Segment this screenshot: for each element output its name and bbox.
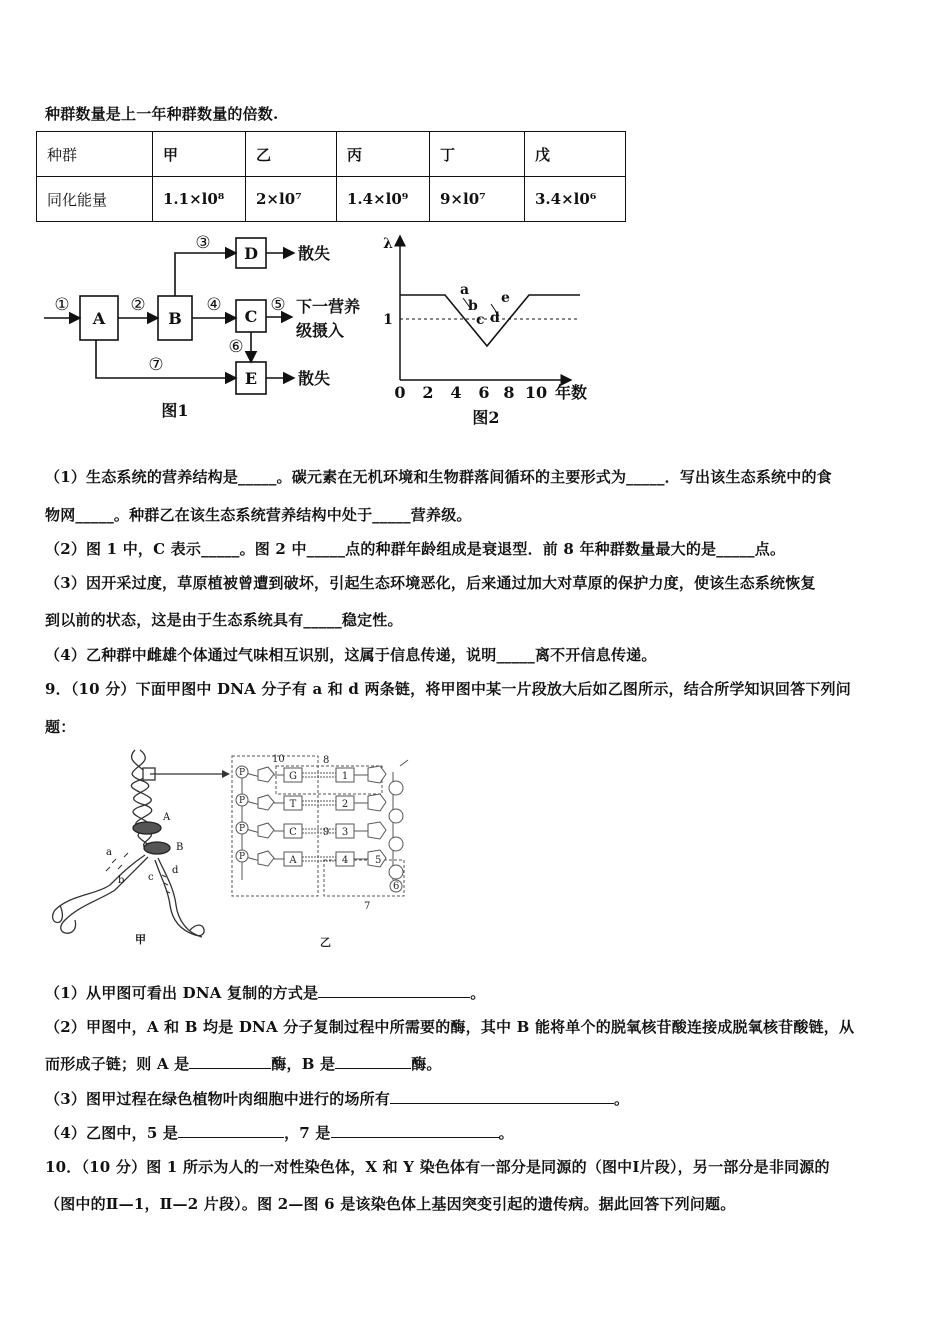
yi-number-label: 5 [375, 855, 382, 866]
figure-2-lambda-chart [375, 230, 605, 435]
jia-label-a: a [106, 847, 112, 858]
y-tick-1: 1 [383, 312, 393, 328]
table-cell: 1.4×l0⁹ [337, 177, 430, 222]
jia-label-A: A [163, 812, 171, 823]
table-cell: 2×l0⁷ [246, 177, 337, 222]
q9-part1-end: 。 [470, 984, 486, 1002]
table-cell: 丁 [430, 132, 525, 177]
figure-yi-caption: 乙 [320, 936, 331, 949]
box-e-label: E [244, 369, 258, 388]
arrow-3-label: ③ [195, 233, 211, 253]
table-cell: 9×l0⁷ [430, 177, 525, 222]
q9-part2-line2 [45, 1053, 442, 1074]
q9-part4-end: 。 [498, 1124, 514, 1142]
x-tick: 10 [524, 383, 548, 402]
table-cell: 1.1×l0⁸ [153, 177, 246, 222]
arrow-1-label: ① [54, 295, 70, 315]
q8-part3-line2: 到以前的状态，这是由于生态系统具有_____稳定性。 [45, 611, 403, 629]
yi-number-label: 6 [393, 881, 400, 892]
q9-part3 [45, 1088, 629, 1109]
point-b-label: b [468, 298, 478, 314]
point-e-label: e [501, 290, 510, 306]
box-a-label: A [92, 309, 106, 328]
population-energy-table [36, 131, 626, 222]
label-d-dissipation: 散失 [298, 244, 331, 263]
q10-stem-line1: 10．（10 分）图 1 所示为人的一对性染色体，X 和 Y 染色体有一部分是同源的（图中Ⅰ片段），另一部分是非同源的 [45, 1158, 830, 1176]
table-cell: 乙 [246, 132, 337, 177]
label-e-dissipation: 散失 [298, 369, 331, 388]
base-label: C [289, 827, 297, 838]
answer-blank[interactable] [335, 1054, 411, 1069]
jia-label-b: b [118, 875, 125, 886]
box-c-label: C [244, 307, 258, 326]
q8-part3-line1: （3）因开采过度，草原植被曾遭到破坏，引起生态环境恶化，后来通过加大对草原的保护力度，使该生态系统恢复 [45, 574, 816, 592]
yi-number-label: 3 [341, 827, 349, 838]
q9-part1 [45, 982, 485, 1003]
label-next-level-1: 下一营养 [296, 297, 361, 316]
jia-label-d: d [172, 865, 179, 876]
base-label: T [289, 799, 297, 810]
base-label: G [289, 771, 297, 782]
table-cell: 丙 [337, 132, 430, 177]
answer-blank[interactable] [331, 1123, 499, 1138]
q8-part2: （2）图 1 中，C 表示_____。图 2 中_____点的种群年龄组成是衰退型．前 8 年种群数量最大的是_____点。 [45, 540, 786, 558]
enzyme-a [133, 822, 161, 834]
arrow-5-label: ⑤ [270, 295, 286, 315]
q9-part4 [45, 1122, 514, 1143]
svg-text:P: P [238, 796, 246, 806]
figure-1-caption: 图1 [161, 401, 189, 420]
x-tick: 0 [394, 383, 406, 402]
answer-blank[interactable] [178, 1123, 284, 1138]
q8-part1-line1: （1）生态系统的营养结构是_____。碳元素在无机环境和生物群落间循环的主要形式为_____．写出该生态系统中的食 [45, 468, 832, 486]
yi-number-label: 8 [323, 755, 330, 766]
q9-stem-line2: 题： [45, 718, 76, 736]
jia-label-B: B [176, 842, 184, 853]
yi-number-label: 4 [341, 855, 349, 866]
x-tick: 8 [503, 383, 515, 402]
arrow-jia-to-yi [150, 768, 230, 780]
figure-jia-caption: 甲 [135, 933, 146, 946]
yi-number-label: 1 [341, 771, 349, 782]
q8-part4: （4）乙种群中雌雄个体通过气味相互识别，这属于信息传递，说明_____离不开信息传递。 [45, 646, 657, 664]
label-next-level-2: 级摄入 [296, 321, 345, 340]
svg-text:P: P [238, 768, 246, 778]
x-axis-label: 年数 [555, 383, 588, 402]
y-axis-label: λ [383, 236, 393, 252]
point-a-label: a [460, 282, 470, 298]
q9-stem-line1: 9．（10 分）下面甲图中 DNA 分子有 a 和 d 两条链，将甲图中某一片段放大后如乙图所示，结合所学知识回答下列问 [45, 680, 851, 698]
q9-part2-text: 而形成子链；则 A 是 [45, 1055, 190, 1073]
answer-blank[interactable] [318, 983, 470, 998]
table-cell: 甲 [153, 132, 246, 177]
figure-1-energy-flow [40, 230, 380, 430]
q9-part3-end: 。 [614, 1090, 630, 1108]
arrow-7-label: ⑦ [148, 355, 164, 375]
q9-part4-text: （4）乙图中，5 是 [45, 1124, 179, 1142]
figure-yi-dna-segment [228, 750, 418, 950]
arrow-2-label: ② [130, 295, 146, 315]
q8-part1-line2: 物网_____。种群乙在该生态系统营养结构中处于_____营养级。 [45, 506, 472, 524]
answer-blank[interactable] [189, 1054, 271, 1069]
q9-part2-line1: （2）甲图中，A 和 B 均是 DNA 分子复制过程中所需要的酶，其中 B 能将单个的脱氧核苷酸连接成脱氧核苷酸链，从 [45, 1018, 855, 1036]
svg-text:P: P [238, 824, 246, 834]
q9-part1-text: （1）从甲图可看出 DNA 复制的方式是 [45, 984, 319, 1002]
point-d-label: d [490, 310, 500, 326]
base-label: A [289, 855, 297, 866]
q9-part3-text: （3）图甲过程在绿色植物叶肉细胞中进行的场所有 [45, 1090, 391, 1108]
arrow-4-label: ④ [206, 295, 222, 315]
q10-stem-line2: （图中的Ⅱ—1，Ⅱ—2 片段）。图 2—图 6 是该染色体上基因突变引起的遗传病。据此回答下列问题。 [45, 1195, 736, 1213]
figure-2-caption: 图2 [472, 408, 500, 427]
table-cell: 同化能量 [37, 177, 153, 222]
q9-part2-text: 酶，B 是 [271, 1055, 336, 1073]
answer-blank[interactable] [390, 1089, 614, 1104]
table-row [37, 132, 626, 177]
yi-number-label: 9 [323, 827, 330, 838]
intro-text: 种群数量是上一年种群数量的倍数. [45, 105, 279, 123]
q9-part4-text: ，7 是 [284, 1124, 331, 1142]
x-tick: 2 [422, 383, 434, 402]
table-cell: 3.4×l0⁶ [525, 177, 626, 222]
yi-number-label: 7 [364, 901, 371, 912]
table-row [37, 177, 626, 222]
enzyme-b [144, 842, 170, 854]
point-c-label: c [476, 312, 485, 328]
box-b-label: B [168, 309, 182, 328]
yi-number-label: 2 [341, 799, 349, 810]
svg-text:P: P [238, 852, 246, 862]
arrow-6-label: ⑥ [228, 337, 244, 357]
table-cell: 戊 [525, 132, 626, 177]
box-d-label: D [244, 244, 258, 263]
yi-number-label: 10 [272, 754, 285, 765]
table-cell: 种群 [37, 132, 153, 177]
x-tick: 6 [478, 383, 490, 402]
jia-label-c: c [148, 872, 154, 883]
x-tick: 4 [450, 383, 462, 402]
q9-part2-text: 酶。 [411, 1055, 442, 1073]
